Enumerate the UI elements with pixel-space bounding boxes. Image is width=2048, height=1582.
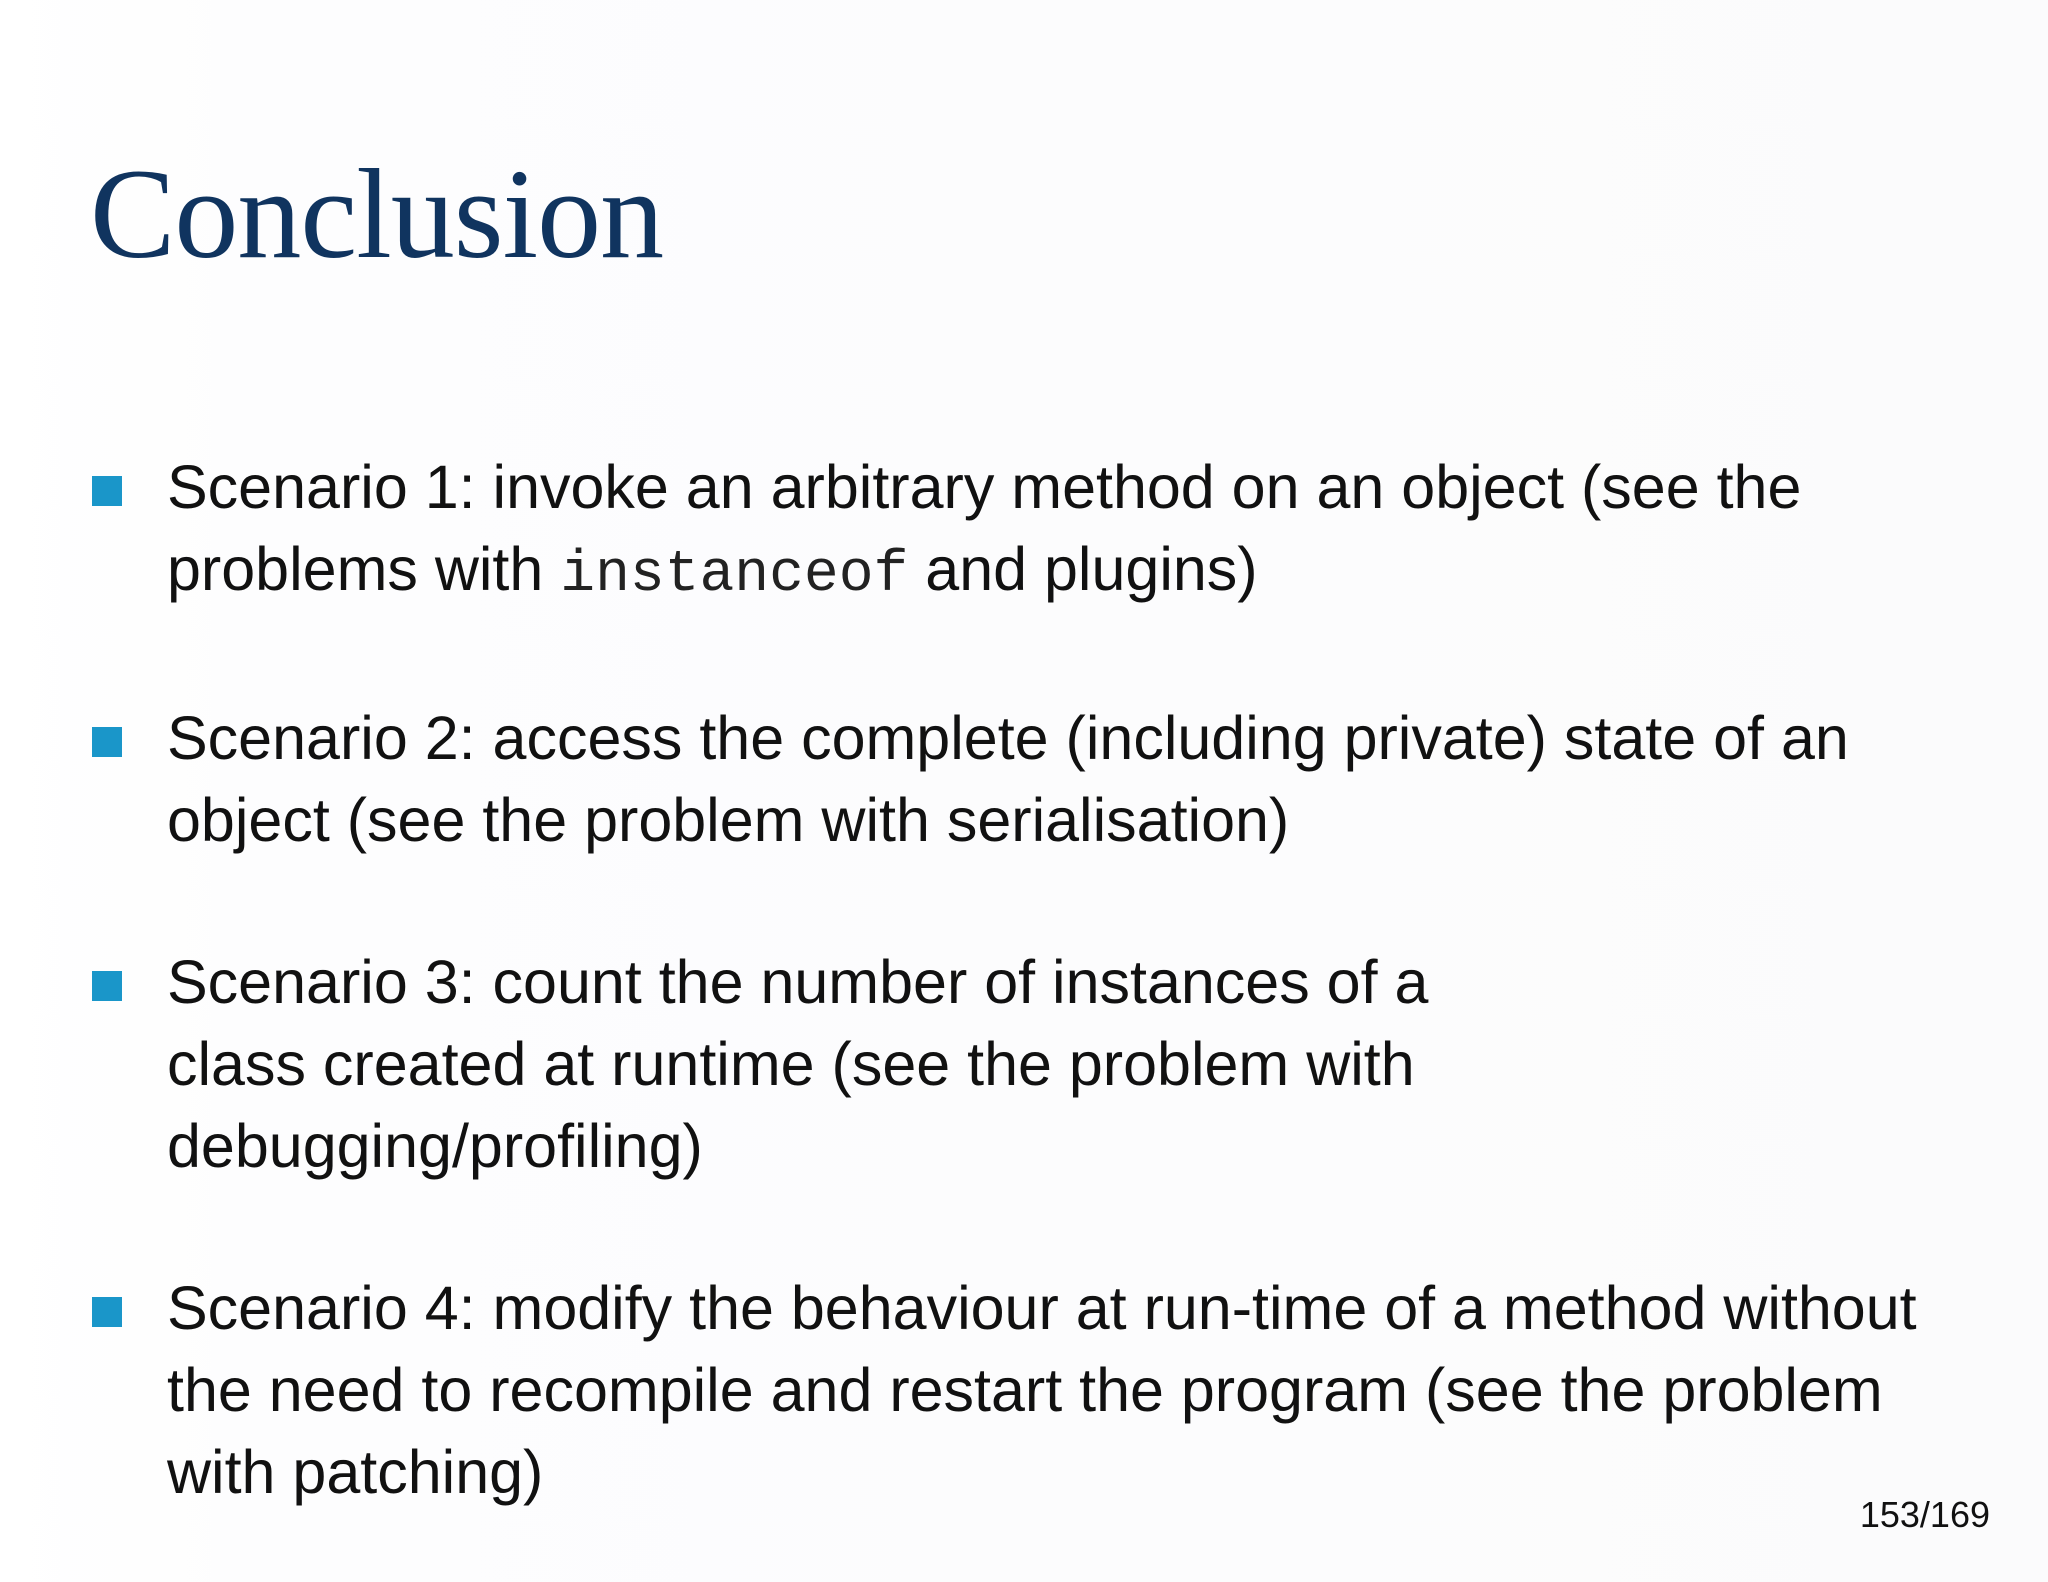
page-number: 153/169	[1859, 1494, 1990, 1535]
square-bullet-icon	[92, 1297, 122, 1327]
bullet-item-scenario-3	[92, 941, 1992, 1187]
bullet-item-scenario-2	[92, 697, 1992, 861]
bullet-text: Scenario 2: access the complete (including private) state of an object (see the problem with serialisation)	[167, 704, 1849, 854]
bullet-text-part: and plugins)	[908, 535, 1258, 603]
bullet-text-part: Scenario 1: invoke an arbitrary method on an object (see the problems with	[167, 453, 1802, 603]
bullet-item-scenario-4	[92, 1267, 1992, 1513]
code-keyword: instanceof	[560, 543, 909, 608]
square-bullet-icon	[92, 971, 122, 1001]
bullet-item-scenario-1	[92, 446, 1992, 617]
square-bullet-icon	[92, 727, 122, 757]
bullet-text: Scenario 3: count the number of instances of a class created at runtime (see the problem with debugging/profiling)	[167, 948, 1429, 1180]
bullet-text: Scenario 4: modify the behaviour at run-time of a method without the need to recompile and restart the program (see the problem with patching)	[167, 1274, 1917, 1506]
bullet-list	[92, 446, 1992, 1513]
square-bullet-icon	[92, 476, 122, 506]
slide-title: Conclusion	[90, 143, 664, 285]
